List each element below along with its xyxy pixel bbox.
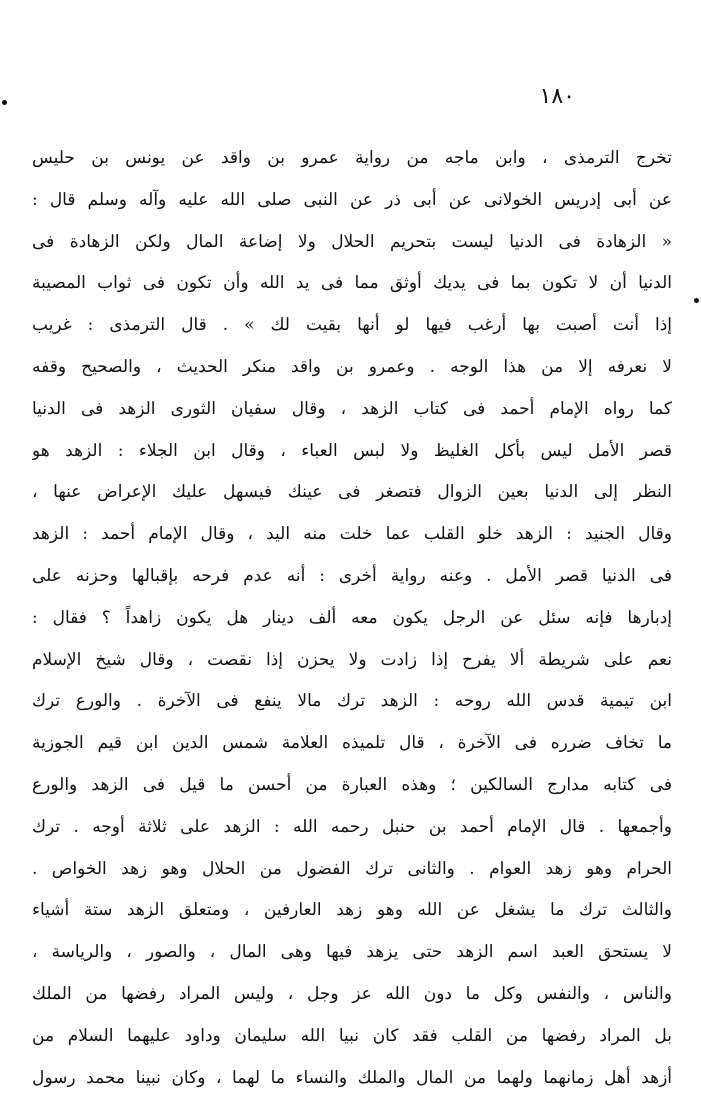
text-line: لا يستحق العبد اسم الزهد حتى يزهد فيها وهى المال ، والصور ، والرياسة ، <box>32 942 672 963</box>
text-line: الدنيا أن لا تكون بما فى يديك أوثق مما فى يد الله وأن تكون فى ثواب المصيبة <box>32 273 672 294</box>
page-number: ١٨٠ <box>539 84 575 109</box>
text-line: ما تخاف ضرره فى الآخرة ، قال تلميذه العلامة شمس الدين ابن قيم الجوزية <box>32 733 672 754</box>
text-line: إذا أنت أصبت بها أرغب فيها لو أنها بقيت لك » . قال الترمذى : غريب <box>32 315 672 336</box>
text-line: الحرام وهو زهد العوام . والثانى ترك الفضول من الحلال وهو زهد الخواص . <box>32 858 672 879</box>
text-line: قصر الأمل ليس بأكل الغليظ ولا لبس العباء ، وقال ابن الجلاء : الزهد هو <box>32 440 672 461</box>
text-line: تخرج الترمذى ، وابن ماجه من رواية عمرو بن واقد عن يونس بن حليس <box>32 148 672 168</box>
text-line: لا نعرفه إلا من هذا الوجه . وعمرو بن واقد منكر الحديث ، والصحيح وقفه <box>32 356 672 377</box>
text-line: النظر إلى الدنيا بعين الزوال فتصغر فى عينك فيسهل عليك الإعراض عنها ، <box>32 482 672 503</box>
text-line: وقال الجنيد : الزهد خلو القلب عما خلت منه اليد ، وقال الإمام أحمد : الزهد <box>32 524 672 545</box>
text-line: فى كتابه مدارج السالكين ؛ وهذه العبارة من أحسن ما قيل فى الزهد والورع <box>32 774 672 795</box>
margin-dot-right <box>694 298 699 303</box>
text-line: عن أبى إدريس الخولانى عن أبى ذر عن النبى صلى الله عليه وآله وسلم قال : <box>32 189 672 210</box>
text-line: أزهد أهل زمانهما ولهما من المال والملك والنساء ما لهما ، وكان نبينا محمد رسول <box>32 1067 672 1088</box>
text-line: وأجمعها . قال الإمام أحمد بن حنبل رحمه الله : الزهد على ثلاثة أوجه . ترك <box>32 816 672 837</box>
text-line: فى الدنيا قصر الأمل . وعنه رواية أخرى : أنه عدم فرحه بإقبالها وحزنه على <box>32 565 672 586</box>
text-line: والناس ، والنفس وكل ما دون الله عز وجل ، وليس المراد رفضها من الملك <box>32 983 672 1004</box>
text-line: إدبارها فإنه سئل عن الرجل يكون معه ألف دينار هل يكون زاهداً ؟ فقال : <box>32 607 672 628</box>
text-line: « الزهادة فى الدنيا ليست بتحريم الحلال ولا إضاعة المال ولكن الزهادة فى <box>32 231 672 252</box>
margin-dot-left <box>2 100 7 105</box>
body-text <box>32 138 672 1099</box>
text-line: نعم على شريطة ألا يفرح إذا زادت ولا يحزن إذا نقصت ، وقال شيخ الإسلام <box>32 649 672 670</box>
text-line: كما رواه الإمام أحمد فى كتاب الزهد ، وقال سفيان الثورى الزهد فى الدنيا <box>32 398 672 419</box>
text-line: ابن تيمية قدس الله روحه : الزهد ترك مالا ينفع فى الآخرة . والورع ترك <box>32 691 672 712</box>
text-line: والثالث ترك ما يشغل عن الله وهو زهد العارفين ، ومتعلق الزهد ستة أشياء <box>32 900 672 921</box>
text-line: بل المراد رفضها من القلب فقد كان نبيا الله سليمان وداود عليهما السلام من <box>32 1025 672 1046</box>
